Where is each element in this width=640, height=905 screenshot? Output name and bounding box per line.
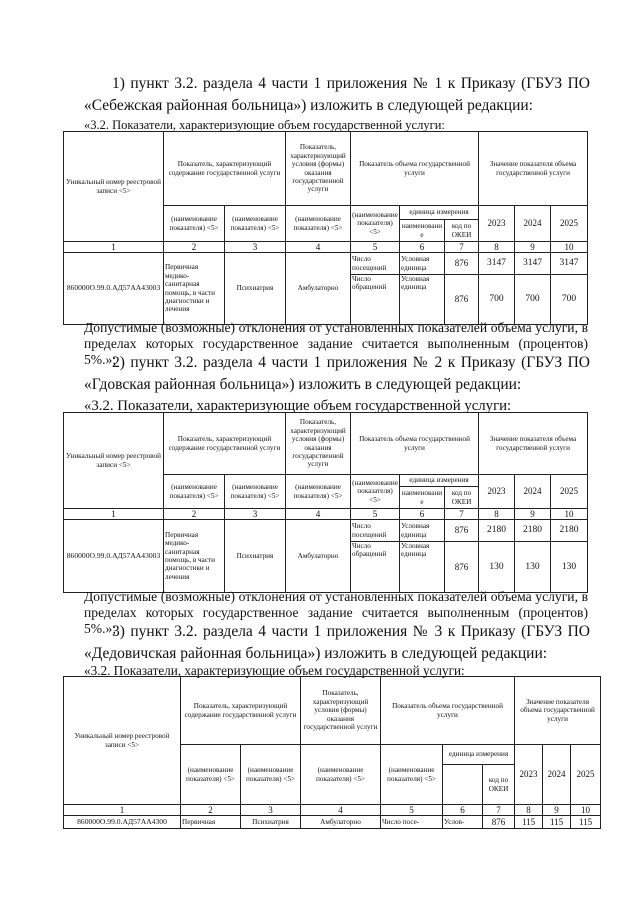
header-volume: Показатель объема государственной услуги bbox=[381, 677, 515, 745]
item-1-line-2: «Себежская районная больница») изложить в следующей редакции: bbox=[84, 97, 533, 114]
col-number: 4 bbox=[286, 242, 351, 253]
item-1-table bbox=[63, 131, 588, 325]
year-2025: 2025 bbox=[551, 475, 588, 509]
header-values: Значение показателя объема государственной услуги bbox=[515, 677, 601, 745]
col-number: 8 bbox=[479, 242, 515, 253]
col-number: 9 bbox=[543, 805, 571, 816]
header-unit-name: наименование bbox=[400, 487, 445, 509]
header-unit: единица измерения bbox=[400, 475, 479, 487]
col-number: 1 bbox=[64, 509, 164, 520]
registry-code: 860000О.99.0.АД57АА43003 bbox=[64, 520, 164, 593]
value-2024: 115 bbox=[543, 816, 571, 829]
header-name-3: (наименование показателя) <5> bbox=[286, 475, 351, 509]
okei: 876 bbox=[483, 816, 515, 829]
header-unit-name-empty bbox=[443, 765, 483, 805]
content-2: Психиатрия bbox=[241, 816, 301, 829]
okei: 876 bbox=[445, 542, 479, 593]
col-number: 4 bbox=[286, 509, 351, 520]
col-number: 8 bbox=[515, 805, 543, 816]
year-2023: 2023 bbox=[479, 475, 515, 509]
header-unique-number: Уникальный номер реестровой записи <5> bbox=[64, 413, 164, 509]
value-2023: 115 bbox=[515, 816, 543, 829]
header-name-1: (наименование показателя) <5> bbox=[181, 745, 241, 805]
col-number: 2 bbox=[164, 242, 225, 253]
value-2023: 130 bbox=[479, 542, 515, 593]
header-name-1: (наименование показателя) <5> bbox=[164, 475, 225, 509]
header-conditions: Показатель, характеризующий условия (формы) оказания государственной услуги bbox=[286, 413, 351, 475]
okei: 876 bbox=[445, 275, 479, 325]
unit: Условная единица bbox=[400, 520, 445, 542]
col-number: 6 bbox=[443, 805, 483, 816]
year-2023: 2023 bbox=[479, 206, 515, 242]
col-number: 10 bbox=[551, 242, 588, 253]
item-3-caption: «3.2. Показатели, характеризующие объем государственной услуги: bbox=[84, 663, 465, 678]
header-name-2: (наименование показателя) <5> bbox=[241, 745, 301, 805]
registry-code: 860000О.99.0.АД57АА4300 bbox=[64, 816, 181, 829]
header-okei: код по ОКЕИ bbox=[445, 220, 479, 242]
header-unit: единица измерения bbox=[443, 745, 515, 765]
col-number: 7 bbox=[445, 509, 479, 520]
col-number: 6 bbox=[400, 242, 445, 253]
col-number: 9 bbox=[515, 242, 551, 253]
col-number: 10 bbox=[571, 805, 601, 816]
header-volume: Показатель объема государственной услуги bbox=[351, 132, 479, 206]
header-name-3: (наименование показателя) <5> bbox=[301, 745, 381, 805]
condition: Амбулаторно bbox=[286, 253, 351, 325]
item-3-line-2: «Дедовичская районная больница») изложить в следующей редакции: bbox=[84, 645, 548, 662]
col-number: 2 bbox=[164, 509, 225, 520]
indicator: Число посе- bbox=[381, 816, 443, 829]
header-okei: код по ОКЕИ bbox=[483, 765, 515, 805]
item-2-table bbox=[63, 412, 588, 593]
value-2024: 130 bbox=[515, 542, 551, 593]
value-2025: 700 bbox=[551, 275, 588, 325]
value-2023: 2180 bbox=[479, 520, 515, 542]
item-2-note: Допустимые (возможные) отклонения от установленных показателей объема услуги, в пределах которых государственное задание считается выполненным (процентов) 5%.»; bbox=[84, 589, 588, 636]
col-number: 7 bbox=[445, 242, 479, 253]
value-2023: 700 bbox=[479, 275, 515, 325]
indicator: Число обращений bbox=[351, 542, 400, 593]
col-number: 1 bbox=[64, 242, 164, 253]
header-name-4: (наименование показателя) <5> bbox=[351, 206, 400, 242]
year-2025: 2025 bbox=[551, 206, 588, 242]
value-2025: 3147 bbox=[551, 253, 588, 275]
year-2023: 2023 bbox=[515, 745, 543, 805]
value-2024: 700 bbox=[515, 275, 551, 325]
year-2025: 2025 bbox=[571, 745, 601, 805]
header-unique-number: Уникальный номер реестровой записи <5> bbox=[64, 677, 181, 805]
content-1: Первичная медико-санитарная помощь, в части диагностики и лечения bbox=[164, 253, 225, 325]
col-number: 9 bbox=[515, 509, 551, 520]
okei: 876 bbox=[445, 520, 479, 542]
value-2025: 130 bbox=[551, 542, 588, 593]
header-content: Показатель, характеризующий содержание государственной услуги bbox=[164, 413, 286, 475]
condition: Амбулаторно bbox=[286, 520, 351, 593]
col-number: 2 bbox=[181, 805, 241, 816]
condition: Амбулаторно bbox=[301, 816, 381, 829]
item-2-line-2: «Гдовская районная больница») изложить в следующей редакции: bbox=[84, 376, 522, 393]
content-2: Психиатрия bbox=[225, 520, 286, 593]
unit: Условная единица bbox=[400, 542, 445, 593]
value-2024: 3147 bbox=[515, 253, 551, 275]
content-2: Психиатрия bbox=[225, 253, 286, 325]
col-number: 5 bbox=[381, 805, 443, 816]
header-conditions: Показатель, характеризующий условия (формы) оказания государственной услуги bbox=[286, 132, 351, 206]
col-number: 1 bbox=[64, 805, 181, 816]
content-1: Первичная bbox=[181, 816, 241, 829]
value-2025: 2180 bbox=[551, 520, 588, 542]
header-name-2: (наименование показателя) <5> bbox=[225, 206, 286, 242]
col-number: 4 bbox=[301, 805, 381, 816]
unit: Условная единица bbox=[400, 275, 445, 325]
col-number: 8 bbox=[479, 509, 515, 520]
okei: 876 bbox=[445, 253, 479, 275]
header-values: Значение показателя объема государственной услуги bbox=[479, 132, 588, 206]
year-2024: 2024 bbox=[515, 475, 551, 509]
col-number: 5 bbox=[351, 509, 400, 520]
header-unique-number: Уникальный номер реестровой записи <5> bbox=[64, 132, 164, 242]
header-name-1: (наименование показателя) <5> bbox=[164, 206, 225, 242]
value-2025: 115 bbox=[571, 816, 601, 829]
indicator: Число посещений bbox=[351, 520, 400, 542]
item-1-note: Допустимые (возможные) отклонения от установленных показателей объема услуги, в пределах которых государственное задание считается выполненным (процентов) 5%.»; bbox=[84, 320, 588, 367]
col-number: 6 bbox=[400, 509, 445, 520]
indicator: Число обращений bbox=[351, 275, 400, 325]
col-number: 10 bbox=[551, 509, 588, 520]
col-number: 5 bbox=[351, 242, 400, 253]
col-number: 3 bbox=[241, 805, 301, 816]
header-volume: Показатель объема государственной услуги bbox=[351, 413, 479, 475]
header-values: Значение показателя объема государственной услуги bbox=[479, 413, 588, 475]
header-unit: единица измерения bbox=[400, 206, 479, 220]
col-number: 7 bbox=[483, 805, 515, 816]
value-2023: 3147 bbox=[479, 253, 515, 275]
item-2-line-1: 2) пункт 3.2. раздела 4 части 1 приложения № 2 к Приказу (ГБУЗ ПО bbox=[112, 354, 590, 371]
year-2024: 2024 bbox=[543, 745, 571, 805]
header-content: Показатель, характеризующий содержание государственной услуги bbox=[164, 132, 286, 206]
item-1-caption: «3.2. Показатели, характеризующие объем государственной услуги: bbox=[84, 118, 445, 132]
unit: Условная единица bbox=[400, 253, 445, 275]
header-unit-name: наименование bbox=[400, 220, 445, 242]
header-name-3: (наименование показателя) <5> bbox=[286, 206, 351, 242]
year-2024: 2024 bbox=[515, 206, 551, 242]
item-3-line-1: 3) пункт 3.2. раздела 4 части 1 приложения № 3 к Приказу (ГБУЗ ПО bbox=[112, 623, 590, 640]
header-okei: код по ОКЕИ bbox=[445, 487, 479, 509]
registry-code: 860000О.99.0.АД57АА43003 bbox=[64, 253, 164, 325]
value-2024: 2180 bbox=[515, 520, 551, 542]
header-content: Показатель, характеризующий содержание государственной услуги bbox=[181, 677, 301, 745]
item-3-table bbox=[63, 676, 601, 829]
item-2-caption: «3.2. Показатели, характеризующие объем государственной услуги: bbox=[84, 398, 512, 414]
header-name-2: (наименование показателя) <5> bbox=[225, 475, 286, 509]
header-conditions: Показатель, характеризующий условия (формы) оказания государственной услуги bbox=[301, 677, 381, 745]
content-1: Первичная медико-санитарная помощь, в части диагностики и лечения bbox=[164, 520, 225, 593]
col-number: 3 bbox=[225, 242, 286, 253]
header-name-4: (наименование показателя) <5> bbox=[351, 475, 400, 509]
item-1-line-1: 1) пункт 3.2. раздела 4 части 1 приложения № 1 к Приказу (ГБУЗ ПО bbox=[112, 75, 590, 92]
unit: Услов- bbox=[443, 816, 483, 829]
col-number: 3 bbox=[225, 509, 286, 520]
header-name-4: (наименование показателя) <5> bbox=[381, 745, 443, 805]
indicator: Число посещений bbox=[351, 253, 400, 275]
